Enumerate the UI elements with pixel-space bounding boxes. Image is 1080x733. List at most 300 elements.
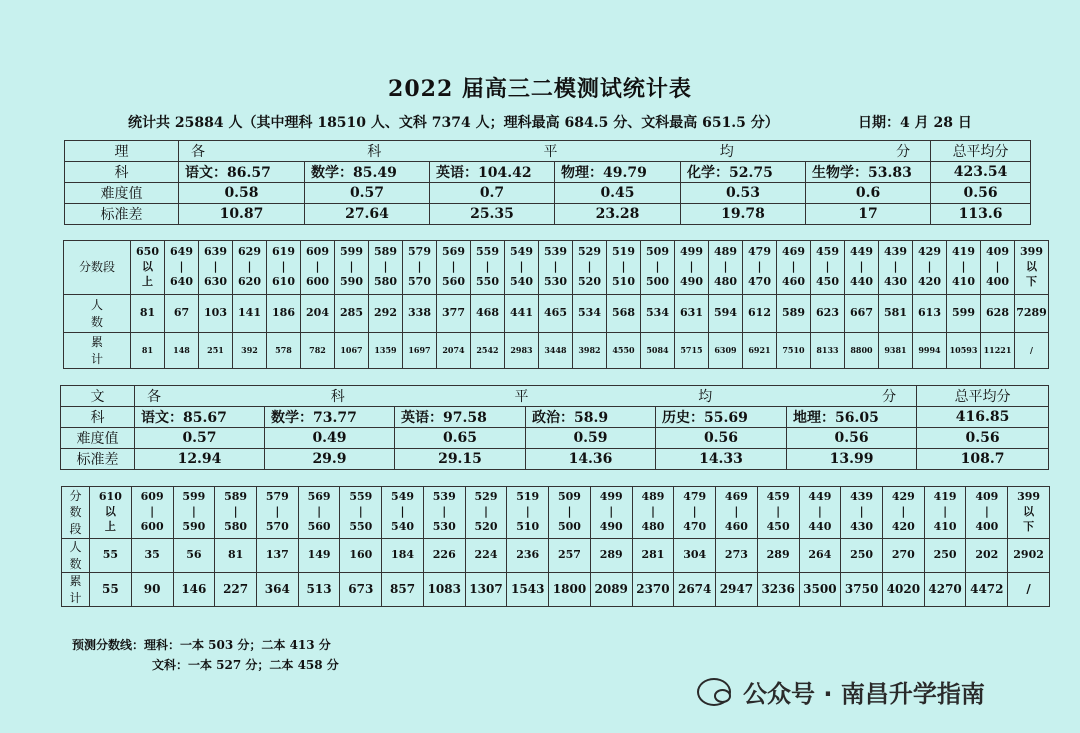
count-value: 468 bbox=[471, 295, 505, 333]
std-value: 108.7 bbox=[917, 449, 1049, 470]
cumulative-value: 90 bbox=[131, 573, 173, 607]
header-char: 分 bbox=[882, 389, 897, 405]
segment-part: 下 bbox=[1026, 274, 1037, 288]
count-value: 81 bbox=[215, 539, 257, 573]
segment-part: 559 bbox=[349, 490, 373, 504]
cumulative-value: 3448 bbox=[539, 333, 573, 369]
science-avg-header bbox=[179, 141, 931, 162]
segment-part: | bbox=[247, 260, 252, 274]
segment-part: 609 bbox=[140, 490, 164, 504]
segment-part: 449 bbox=[850, 245, 873, 259]
segment-part: 499 bbox=[680, 245, 703, 259]
count-value: 204 bbox=[301, 295, 335, 333]
segment-part: | bbox=[150, 505, 155, 519]
count-value: 599 bbox=[947, 295, 981, 333]
score-segment bbox=[505, 241, 539, 295]
score-segment bbox=[675, 241, 709, 295]
score-segment bbox=[340, 487, 382, 539]
segment-part: 459 bbox=[766, 490, 790, 504]
segment-part: | bbox=[179, 260, 184, 274]
count-value: 7289 bbox=[1015, 295, 1049, 333]
segment-part: | bbox=[317, 505, 322, 519]
segment-part: 519 bbox=[516, 490, 540, 504]
count-value: 250 bbox=[841, 539, 883, 573]
segment-part: 639 bbox=[204, 245, 227, 259]
cumulative-value: 1067 bbox=[335, 333, 369, 369]
difficulty-value: 0.56 bbox=[917, 428, 1049, 449]
segment-part: | bbox=[757, 260, 762, 274]
count-value: 612 bbox=[743, 295, 777, 333]
std-value: 17 bbox=[806, 204, 931, 225]
segment-part: 579 bbox=[408, 245, 431, 259]
segment-part: | bbox=[817, 505, 822, 519]
cumulative-label bbox=[62, 573, 90, 607]
score-segment bbox=[966, 487, 1008, 539]
cumulative-value: 10593 bbox=[947, 333, 981, 369]
cumulative-label bbox=[64, 333, 131, 369]
segment-part: | bbox=[692, 505, 697, 519]
segment-part: | bbox=[281, 260, 286, 274]
segment-part: 469 bbox=[782, 245, 805, 259]
cumulative-value: 4270 bbox=[924, 573, 966, 607]
count-value: 292 bbox=[369, 295, 403, 333]
segment-part: 460 bbox=[782, 274, 805, 288]
score-segment bbox=[674, 487, 716, 539]
count-value: 628 bbox=[981, 295, 1015, 333]
cumulative-value: 4550 bbox=[607, 333, 641, 369]
segment-part: 559 bbox=[476, 245, 499, 259]
segment-part: 589 bbox=[374, 245, 397, 259]
score-segment bbox=[165, 241, 199, 295]
cumulative-value: 5084 bbox=[641, 333, 675, 369]
subject-average: 语文：85.67 bbox=[135, 407, 265, 428]
count-value: 581 bbox=[879, 295, 913, 333]
std-value: 14.36 bbox=[526, 449, 656, 470]
segment-part: 399 bbox=[1020, 245, 1043, 259]
score-segment bbox=[879, 241, 913, 295]
score-segment bbox=[777, 241, 811, 295]
watermark bbox=[697, 674, 985, 709]
segment-part: | bbox=[525, 505, 530, 519]
segment-part: 580 bbox=[224, 519, 248, 533]
cumulative-value: 8133 bbox=[811, 333, 845, 369]
wechat-icon bbox=[697, 678, 731, 706]
std-value: 10.87 bbox=[179, 204, 305, 225]
score-segment bbox=[267, 241, 301, 295]
arts-avg-header bbox=[135, 386, 917, 407]
page-title: 2022 届高三二模测试统计表 bbox=[388, 76, 692, 102]
cumulative-value: 6921 bbox=[743, 333, 777, 369]
subject-average: 英语：104.42 bbox=[430, 162, 555, 183]
segment-part: 480 bbox=[714, 274, 737, 288]
segment-part: 519 bbox=[612, 245, 635, 259]
cumulative-value: 1359 bbox=[369, 333, 403, 369]
cumulative-value: / bbox=[1015, 333, 1049, 369]
segment-part: 560 bbox=[442, 274, 465, 288]
count-value: 338 bbox=[403, 295, 437, 333]
segment-part: 569 bbox=[442, 245, 465, 259]
subject-average: 数学：73.77 bbox=[265, 407, 395, 428]
segment-part: | bbox=[484, 505, 489, 519]
count-value: 568 bbox=[607, 295, 641, 333]
score-segment bbox=[799, 487, 841, 539]
count-value: 613 bbox=[913, 295, 947, 333]
segment-part: 409 bbox=[975, 490, 999, 504]
cumulative-value: 2074 bbox=[437, 333, 471, 369]
count-value: 257 bbox=[549, 539, 591, 573]
segment-part: 409 bbox=[986, 245, 1009, 259]
score-segment bbox=[507, 487, 549, 539]
segment-part: 570 bbox=[408, 274, 431, 288]
score-segment bbox=[131, 487, 173, 539]
label-char: 数 bbox=[69, 556, 82, 571]
science-label-top: 理 bbox=[65, 141, 179, 162]
segment-part: 419 bbox=[933, 490, 957, 504]
cumulative-value: 146 bbox=[173, 573, 215, 607]
label-char: 计 bbox=[90, 351, 103, 366]
count-value: 81 bbox=[131, 295, 165, 333]
cumulative-value: 2983 bbox=[505, 333, 539, 369]
count-value: 534 bbox=[641, 295, 675, 333]
total-average: 423.54 bbox=[931, 162, 1031, 183]
std-value: 29.15 bbox=[395, 449, 526, 470]
std-value: 13.99 bbox=[787, 449, 917, 470]
count-value: 441 bbox=[505, 295, 539, 333]
segment-part: 450 bbox=[816, 274, 839, 288]
segment-part: | bbox=[315, 260, 320, 274]
segment-part: | bbox=[859, 260, 864, 274]
score-segment bbox=[423, 487, 465, 539]
summary-text: 统计共 25884 人（其中理科 18510 人、文科 7374 人；理科最高 684.5 分、文科最高 651.5 分） bbox=[128, 115, 779, 131]
score-segment bbox=[811, 241, 845, 295]
segment-part: 510 bbox=[516, 519, 540, 533]
segment-part: 620 bbox=[238, 274, 261, 288]
segment-part: 549 bbox=[510, 245, 533, 259]
segment-part: | bbox=[519, 260, 524, 274]
segment-part: 下 bbox=[1023, 519, 1035, 533]
segment-part: | bbox=[358, 505, 363, 519]
segment-part: 420 bbox=[918, 274, 941, 288]
count-value: 534 bbox=[573, 295, 607, 333]
segment-part: | bbox=[587, 260, 592, 274]
science-stats-table bbox=[64, 140, 1031, 225]
difficulty-value: 0.7 bbox=[430, 183, 555, 204]
label-char: 累 bbox=[69, 574, 82, 589]
std-label: 标准差 bbox=[61, 449, 135, 470]
score-segment bbox=[924, 487, 966, 539]
header-char: 平 bbox=[514, 389, 529, 405]
segment-part: 549 bbox=[391, 490, 415, 504]
std-value: 19.78 bbox=[681, 204, 806, 225]
segment-part: 590 bbox=[340, 274, 363, 288]
difficulty-value: 0.65 bbox=[395, 428, 526, 449]
cumulative-value: 4020 bbox=[882, 573, 924, 607]
segment-part: 439 bbox=[884, 245, 907, 259]
segment-part: | bbox=[233, 505, 238, 519]
segment-part: | bbox=[275, 505, 280, 519]
cumulative-value: 227 bbox=[215, 573, 257, 607]
cumulative-value: 1697 bbox=[403, 333, 437, 369]
label-char: 人 bbox=[90, 298, 103, 313]
segment-part: 470 bbox=[748, 274, 771, 288]
subject-average: 化学：52.75 bbox=[681, 162, 806, 183]
std-value: 23.28 bbox=[555, 204, 681, 225]
segment-part: 530 bbox=[544, 274, 567, 288]
score-segment bbox=[841, 487, 883, 539]
segment-part: | bbox=[655, 260, 660, 274]
segment-label bbox=[62, 487, 90, 539]
segment-part: | bbox=[776, 505, 781, 519]
score-segment bbox=[549, 487, 591, 539]
score-segment bbox=[335, 241, 369, 295]
difficulty-value: 0.59 bbox=[526, 428, 656, 449]
score-segment bbox=[90, 487, 132, 539]
segment-part: 419 bbox=[952, 245, 975, 259]
subject-average: 语文：86.57 bbox=[179, 162, 305, 183]
segment-part: 489 bbox=[714, 245, 737, 259]
count-value: 623 bbox=[811, 295, 845, 333]
segment-part: 430 bbox=[850, 519, 874, 533]
science-total-header: 总平均分 bbox=[931, 141, 1031, 162]
cumulative-value: 7510 bbox=[777, 333, 811, 369]
segment-part: 430 bbox=[884, 274, 907, 288]
subject-average: 政治：58.9 bbox=[526, 407, 656, 428]
cumulative-value: 1543 bbox=[507, 573, 549, 607]
label-char: 分 bbox=[69, 489, 82, 504]
cumulative-value: 2674 bbox=[674, 573, 716, 607]
segment-part: 500 bbox=[646, 274, 669, 288]
score-segment bbox=[173, 487, 215, 539]
segment-part: 520 bbox=[474, 519, 498, 533]
header-char: 科 bbox=[330, 389, 345, 405]
score-segment bbox=[632, 487, 674, 539]
segment-part: 640 bbox=[170, 274, 193, 288]
segment-part: 420 bbox=[891, 519, 915, 533]
cumulative-value: 1083 bbox=[423, 573, 465, 607]
std-value: 14.33 bbox=[656, 449, 787, 470]
difficulty-value: 0.57 bbox=[135, 428, 265, 449]
segment-part: 479 bbox=[683, 490, 707, 504]
label-char: 人 bbox=[69, 540, 82, 555]
segment-part: 440 bbox=[808, 519, 832, 533]
score-segment bbox=[301, 241, 335, 295]
score-segment bbox=[947, 241, 981, 295]
segment-part: 399 bbox=[1017, 490, 1041, 504]
segment-part: | bbox=[893, 260, 898, 274]
difficulty-label: 难度值 bbox=[65, 183, 179, 204]
segment-part: 610 bbox=[272, 274, 295, 288]
cumulative-value: 782 bbox=[301, 333, 335, 369]
segment-part: 590 bbox=[182, 519, 206, 533]
subject-average: 英语：97.58 bbox=[395, 407, 526, 428]
cumulative-value: 2542 bbox=[471, 333, 505, 369]
std-value: 25.35 bbox=[430, 204, 555, 225]
segment-part: 479 bbox=[748, 245, 771, 259]
segment-part: 450 bbox=[766, 519, 790, 533]
count-value: 270 bbox=[882, 539, 924, 573]
count-value: 202 bbox=[966, 539, 1008, 573]
segment-part: 610 bbox=[98, 490, 122, 504]
count-value: 273 bbox=[716, 539, 758, 573]
segment-part: 400 bbox=[986, 274, 1009, 288]
segment-part: 500 bbox=[557, 519, 581, 533]
segment-part: | bbox=[961, 260, 966, 274]
segment-part: 629 bbox=[238, 245, 261, 259]
count-value: 149 bbox=[298, 539, 340, 573]
score-segment bbox=[709, 241, 743, 295]
segment-part: 499 bbox=[599, 490, 623, 504]
score-segment bbox=[590, 487, 632, 539]
segment-part: | bbox=[213, 260, 218, 274]
count-value: 2902 bbox=[1008, 539, 1050, 573]
difficulty-value: 0.58 bbox=[179, 183, 305, 204]
segment-part: | bbox=[553, 260, 558, 274]
cumulative-value: 251 bbox=[199, 333, 233, 369]
segment-part: | bbox=[485, 260, 490, 274]
segment-part: 529 bbox=[578, 245, 601, 259]
count-value: 35 bbox=[131, 539, 173, 573]
segment-part: 410 bbox=[933, 519, 957, 533]
score-segment bbox=[131, 241, 165, 295]
score-segment bbox=[1015, 241, 1049, 295]
segment-part: 589 bbox=[224, 490, 248, 504]
segment-part: 540 bbox=[391, 519, 415, 533]
cumulative-value: 857 bbox=[382, 573, 424, 607]
header-char: 各 bbox=[191, 144, 205, 160]
count-value: 224 bbox=[465, 539, 507, 573]
segment-part: 630 bbox=[204, 274, 227, 288]
cumulative-value: 4472 bbox=[966, 573, 1008, 607]
difficulty-value: 0.56 bbox=[656, 428, 787, 449]
score-segment bbox=[465, 487, 507, 539]
std-value: 12.94 bbox=[135, 449, 265, 470]
std-value: 27.64 bbox=[305, 204, 430, 225]
segment-part: 以 bbox=[1023, 505, 1035, 519]
segment-part: 650 以 bbox=[136, 245, 159, 274]
segment-part: 569 bbox=[307, 490, 331, 504]
cumulative-value: 3236 bbox=[757, 573, 799, 607]
segment-label: 分数段 bbox=[64, 241, 131, 295]
count-value: 236 bbox=[507, 539, 549, 573]
subject-average: 物理：49.79 bbox=[555, 162, 681, 183]
header-char: 科 bbox=[367, 144, 382, 160]
score-segment bbox=[641, 241, 675, 295]
difficulty-value: 0.56 bbox=[931, 183, 1031, 204]
cumulative-value: 2370 bbox=[632, 573, 674, 607]
segment-part: 599 bbox=[340, 245, 363, 259]
science-label-bottom: 科 bbox=[65, 162, 179, 183]
count-value: 56 bbox=[173, 539, 215, 573]
segment-part: 560 bbox=[307, 519, 331, 533]
segment-part: 490 bbox=[680, 274, 703, 288]
segment-part: 530 bbox=[432, 519, 456, 533]
segment-part: 460 bbox=[724, 519, 748, 533]
segment-part: | bbox=[723, 260, 728, 274]
segment-part: 539 bbox=[544, 245, 567, 259]
arts-distribution-table bbox=[61, 486, 1050, 607]
cumulative-value: 673 bbox=[340, 573, 382, 607]
cumulative-value: 578 bbox=[267, 333, 301, 369]
score-segment bbox=[845, 241, 879, 295]
segment-part: 400 bbox=[975, 519, 999, 533]
segment-part: 上 bbox=[142, 274, 153, 288]
std-value: 113.6 bbox=[931, 204, 1031, 225]
total-average: 416.85 bbox=[917, 407, 1049, 428]
cumulative-value: 11221 bbox=[981, 333, 1015, 369]
cumulative-value: 392 bbox=[233, 333, 267, 369]
subject-average: 历史：55.69 bbox=[656, 407, 787, 428]
segment-part: 520 bbox=[578, 274, 601, 288]
segment-part: 470 bbox=[683, 519, 707, 533]
segment-part: 469 bbox=[724, 490, 748, 504]
segment-part: | bbox=[417, 260, 422, 274]
cumulative-value: 3982 bbox=[573, 333, 607, 369]
difficulty-value: 0.49 bbox=[265, 428, 395, 449]
score-segment bbox=[1008, 487, 1050, 539]
segment-part: 570 bbox=[265, 519, 289, 533]
segment-part: 540 bbox=[510, 274, 533, 288]
arts-stats-table bbox=[60, 385, 1049, 470]
std-value: 29.9 bbox=[265, 449, 395, 470]
label-char: 段 bbox=[69, 521, 82, 536]
segment-part: | bbox=[383, 260, 388, 274]
std-label: 标准差 bbox=[65, 204, 179, 225]
segment-part: 609 bbox=[306, 245, 329, 259]
score-segment bbox=[716, 487, 758, 539]
count-value: 137 bbox=[256, 539, 298, 573]
segment-part: 490 bbox=[599, 519, 623, 533]
segment-part: 489 bbox=[641, 490, 665, 504]
segment-part: 以 bbox=[104, 505, 116, 519]
segment-part: | bbox=[689, 260, 694, 274]
segment-part: | bbox=[400, 505, 405, 519]
segment-part: | bbox=[734, 505, 739, 519]
segment-part: | bbox=[825, 260, 830, 274]
score-segment bbox=[403, 241, 437, 295]
segment-part: 550 bbox=[349, 519, 373, 533]
segment-part: | bbox=[901, 505, 906, 519]
forecast-line-arts: 文科：一本 527 分；二本 458 分 bbox=[152, 658, 339, 672]
date-text: 日期：4 月 28 日 bbox=[858, 115, 972, 131]
arts-label-bottom: 科 bbox=[61, 407, 135, 428]
score-segment bbox=[757, 487, 799, 539]
segment-part: 579 bbox=[265, 490, 289, 504]
watermark-text: 公众号 · 南昌升学指南 bbox=[743, 680, 985, 708]
header-char: 平 bbox=[543, 144, 558, 160]
count-value: 377 bbox=[437, 295, 471, 333]
count-value: 186 bbox=[267, 295, 301, 333]
score-segment bbox=[573, 241, 607, 295]
segment-part: | bbox=[650, 505, 655, 519]
score-segment bbox=[913, 241, 947, 295]
score-segment bbox=[298, 487, 340, 539]
segment-part: 619 bbox=[272, 245, 295, 259]
segment-part: 649 bbox=[170, 245, 193, 259]
segment-part: | bbox=[621, 260, 626, 274]
forecast-line-science: 预测分数线：理科：一本 503 分；二本 413 分 bbox=[72, 638, 331, 652]
label-char: 数 bbox=[69, 505, 82, 520]
count-label bbox=[64, 295, 131, 333]
count-value: 67 bbox=[165, 295, 199, 333]
cumulative-value: 55 bbox=[90, 573, 132, 607]
segment-part: | bbox=[349, 260, 354, 274]
cumulative-value: 9381 bbox=[879, 333, 913, 369]
count-value: 250 bbox=[924, 539, 966, 573]
score-segment bbox=[437, 241, 471, 295]
cumulative-value: 148 bbox=[165, 333, 199, 369]
segment-part: | bbox=[927, 260, 932, 274]
label-char: 计 bbox=[69, 590, 82, 605]
